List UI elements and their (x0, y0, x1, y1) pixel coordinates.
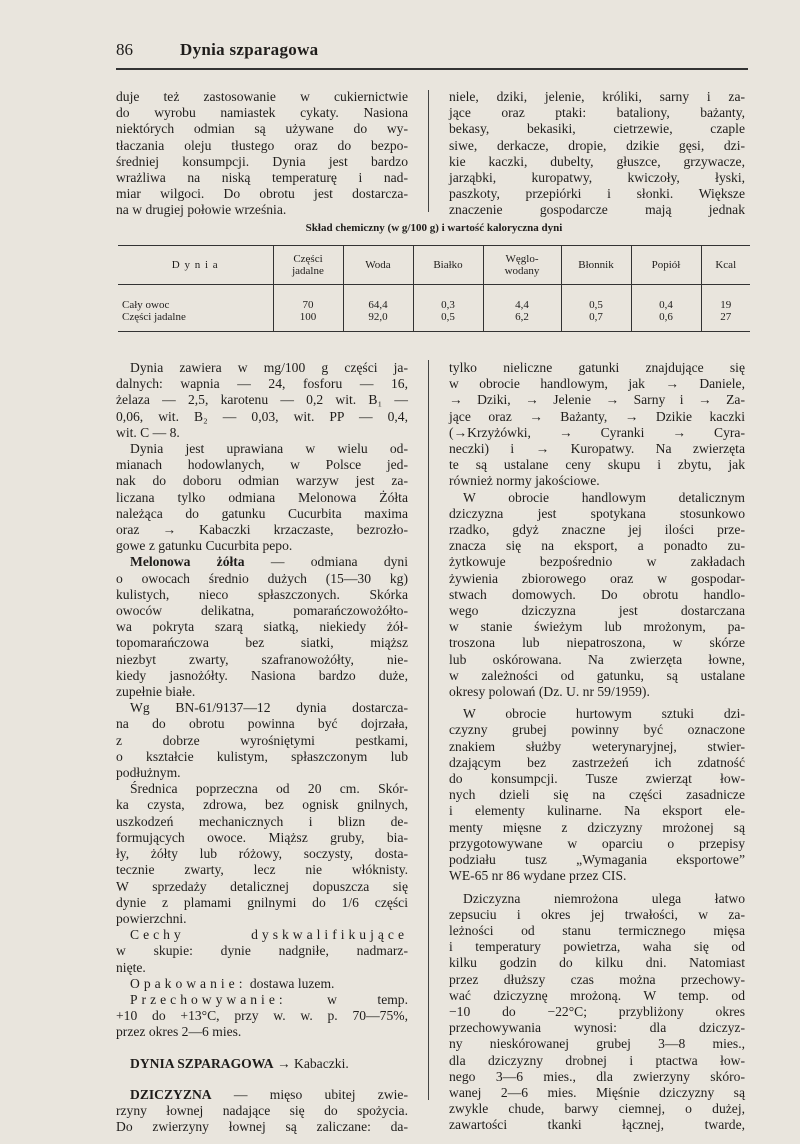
top-left-column (116, 89, 408, 219)
text-line: ny nieskórowanej grubej 3—8 mies., (449, 1036, 745, 1052)
text-line: Dynia jest uprawiana w wielu od- (130, 441, 408, 457)
column-header: D y n i a (118, 246, 273, 285)
cell-value: 0,5 (441, 311, 455, 323)
text-line: przez dłuższy czas można przechowy- (449, 971, 745, 987)
cell-value: 0,6 (659, 311, 673, 323)
column-header: Białko (413, 246, 483, 285)
text-line: paszkoty, przepiórki i słonki. Większe (449, 186, 745, 202)
row-label: Cały owoc (122, 299, 170, 311)
text-line: WE-65 nr 86 wydane przez CIS. (449, 868, 627, 884)
running-title: Dynia szparagowa (180, 40, 319, 59)
text-line: formujących owoce. Miąższ gruby, bia- (116, 829, 408, 845)
text-line: W sprzedaży detalicznej dopuszcza się (116, 878, 408, 894)
cell-value: 0,7 (589, 311, 603, 323)
text-line: zepsuciu i okres jej trwałości, w za- (449, 906, 745, 922)
column-header: Części jadalne (273, 246, 343, 285)
text-fragment: dostawa luzem. (246, 975, 335, 991)
text-line: dalnych: wapnia — 24, fosforu — 16, (116, 376, 408, 392)
text-line: W obrocie hurtowym sztuki dzi- (463, 706, 745, 722)
cell-value: 64,4 (368, 299, 388, 311)
text-line: menty mięsne z dziczyzny mrożonej są (449, 819, 745, 835)
text-line: topomarańczowa bez siatki, miąższ (116, 635, 408, 651)
entry-term: DYNIA SZPARAGOWA (130, 1055, 274, 1071)
text-line: dynie z plamami gnilnymi do 1/6 części (116, 894, 408, 910)
right-column (449, 360, 745, 1134)
text-line: niele, dziki, jelenie, króliki, sarny i za- (449, 89, 745, 104)
text-line: przechowywania wynosi: dla dziczyz- (449, 1020, 745, 1036)
text-line: nych dzieli się na części zasadnicze (449, 787, 745, 803)
text-line: Wg BN-61/9137—12 dynia dostarcza- (130, 700, 408, 716)
text-line: te są ustalane ceny skupu i zbytu, jak (449, 457, 745, 473)
column-header: Popiół (631, 246, 701, 285)
table-header-row (118, 246, 750, 285)
text-line: również normy jakościowe. (449, 473, 600, 489)
text-line: mianach hodowlanych, w Polsce jed- (116, 457, 408, 473)
paragraph (116, 360, 408, 376)
text-line: −10 do −22°C; przybliżony okres (449, 1003, 745, 1019)
text-line: wać dziczyznę mrożoną. W temp. od (449, 987, 745, 1003)
text-fragment: → Kabaczki. (273, 1055, 349, 1071)
section-label: Przechowywanie: (130, 991, 287, 1007)
text-line: kilku godzin do kilku dni. Natomiast (449, 955, 745, 971)
text-line: przez okres 2—6 mies. (116, 1024, 242, 1040)
text-line: duje też zastosowanie w cukiernictwie (116, 89, 408, 104)
text-line: wrażliwa na niską temperaturę i nad- (116, 170, 408, 186)
text-line: znaczenie gospodarcze mają jednak (449, 202, 745, 218)
text-line: owoców delikatna, pomarańczowożółto- (116, 603, 408, 619)
text-line: wa pokryta szarą siatką, niekiedy żół- (116, 619, 408, 635)
text-line: bekasy, bekasiki, cietrzewie, czaple (449, 121, 745, 137)
text-line: (→Krzyżówki, → Cyranki → Cyra- (449, 424, 745, 440)
text-line: 0,06, wit. B₂ — 0,03, wit. PP — 0,4, (116, 408, 408, 424)
text-line: w skupie: dynie nadgniłe, nadmarz- (116, 943, 408, 959)
table-caption: Skład chemiczny (w g/100 g) i wartość kaloryczna dyni (305, 222, 563, 234)
text-line: rzadko, gdyż znaczne jej ilości prze- (449, 522, 745, 538)
text-line: siwe, derkacze, dropie, dzikie gęsi, dzi- (449, 137, 745, 153)
text-line: dziczyzna jest spotykana stosunkowo (449, 505, 745, 521)
text-line: o kształcie kulistym, spłaszczonym lub (116, 748, 408, 764)
text-line: jące oraz → Bażanty, → Dzikie kaczki (449, 408, 745, 424)
text-line: Średnica poprzeczna od 20 cm. Skór- (130, 781, 408, 797)
text-line: średniej konsumpcji. Dynia jest bardzo (116, 153, 408, 169)
text-line: wego dziczyzna jest dostarczana (449, 603, 745, 619)
text-line: do konsumpcji. Tusze zwierząt łow- (449, 771, 745, 787)
text-line: → Dziki, → Jelenie → Sarny i → Za- (449, 392, 745, 408)
text-line: Do zwierzyny łownej są zaliczane: da- (116, 1119, 408, 1135)
text-line: lub oskórowana. Na zwierzęta łowne, (449, 651, 745, 667)
text-line: okresy polowań (Dz. U. nr 59/1959). (449, 684, 650, 700)
table-cell (483, 285, 561, 332)
text-line: znacza się na eksport, a ponadto zu- (449, 538, 745, 554)
text-line: przygotowywane w oparciu o przepisy (449, 835, 745, 851)
text-line: w stanie świeżym lub mrożonym, pa- (449, 619, 745, 635)
cell-value: 70 (302, 299, 314, 311)
text-line: jące oraz ptaki: bataliony, bażanty, (449, 105, 745, 121)
text-line: gowe z gatunku Cucurbita pepo. (116, 538, 293, 554)
text-line: uszkodzeń mechanicznych i blizn de- (116, 813, 408, 829)
text-line: stwach domowych. Do obrotu handlo- (449, 586, 745, 602)
cell-value: 0,4 (659, 299, 673, 311)
text-line: znakiem służby weterynaryjnej, stwier- (449, 738, 745, 754)
table-cell (631, 285, 701, 332)
text-line: do wyrobu namiastek cykaty. Nasiona (116, 105, 408, 121)
text-line: neczki) i → Kuropatwy. Na zwierzęta (449, 441, 745, 457)
cell-value: 6,2 (515, 311, 529, 323)
table-cell (701, 285, 750, 332)
text-line: tylko nieliczne gatunki znajdujące się (449, 360, 745, 375)
cell-value: 100 (299, 311, 317, 323)
text-line: zwykle chude, barwy ciemnej, o dużej, (449, 1101, 745, 1117)
column-header: Woda (343, 246, 413, 285)
text-line: kulistych, nieco spłaszczonych. Skórka (116, 586, 408, 602)
text-line: leżności od stanu termicznego mięsa (449, 922, 745, 938)
cell-value: 4,4 (515, 299, 529, 311)
text-line: oraz → Kabaczki krzaczaste, bezrozło- (116, 522, 408, 538)
page-header (116, 38, 748, 70)
text-line: żywienia zbiorowego oraz w gospodar- (449, 570, 745, 586)
text-line: ka czysta, zdrowa, bez ognisk gnilnych, (116, 797, 408, 813)
column-header: Błonnik (561, 246, 631, 285)
cell-value: 19 (720, 299, 732, 311)
text-line: troszona lub niepatroszona, w skórze (449, 635, 745, 651)
text-line: Dynia zawiera w mg/100 g części ja- (130, 360, 408, 375)
column-divider (428, 90, 429, 212)
text-line: zupełnie białe. (116, 684, 196, 700)
section-label: Cechy dyskwalifikujące (130, 927, 408, 943)
top-right-column (449, 89, 745, 219)
text-line: nak do doboru odmian warzyw jest za- (116, 473, 408, 489)
text-line (116, 554, 408, 570)
text-line: Dziczyzna niemrożona ulega łatwo (463, 890, 745, 906)
text-line (116, 992, 408, 1008)
text-line: +10 do +13°C, przy w. w. p. 70—75%, (116, 1008, 408, 1024)
text-line: kie kaczki, dubelty, głuszce, grzywacze, (449, 153, 745, 169)
cell-value: 92,0 (368, 311, 388, 323)
text-line: W obrocie handlowym detalicznym (463, 489, 745, 505)
text-line: powierzchni. (116, 910, 187, 926)
text-line: ły, żółty lub różowy, soczysty, dosta- (116, 846, 408, 862)
text-line: wit. C — 8. (116, 424, 180, 440)
text-line: o owocach średnio dużych (15—30 kg) (116, 570, 408, 586)
text-line: czyzny grubej powinny być oznaczone (449, 722, 745, 738)
text-line: tecznie zwarty, lecz nie włóknisty. (116, 862, 408, 878)
text-line: żelaza — 2,5, karotenu — 0,2 wit. B₁ — (116, 392, 408, 408)
table-cell (413, 285, 483, 332)
text-line: podziału tusz „Wymagania eksportowe” (449, 852, 745, 868)
text-line: w zależności od gatunku, są ustalane (449, 667, 745, 683)
text-line: żytkowuje bezpośrednio w zakładach (449, 554, 745, 570)
text-fragment: — mięso ubitej zwie- (211, 1086, 408, 1102)
text-line: niektórych odmian są używane do wy- (116, 121, 408, 137)
left-column (116, 360, 408, 1135)
text-line: rzyny łownej nadające się do spożycia. (116, 1102, 408, 1118)
composition-table (118, 245, 750, 332)
cell-value: 0,3 (441, 299, 455, 311)
cell-value: 0,5 (589, 299, 603, 311)
column-divider (428, 360, 429, 1100)
text-line: należąca do gatunku Cucurbita maxima (116, 505, 408, 521)
text-fragment: w temp. (286, 991, 408, 1007)
entry-term: DZICZYZNA (130, 1086, 212, 1102)
text-line: wanej 2—6 mies. Mięśnie dziczyzny są (449, 1084, 745, 1100)
term: Melonowa żółta (130, 554, 245, 570)
text-line: dla dziczyzny drobnej i ptactwa łow- (449, 1052, 745, 1068)
text-line: zawartości tkanki łącznej, twarde, (449, 1117, 745, 1133)
column-header: Kcal (701, 246, 750, 285)
text-line: tłaczania oleju tłustego oraz do bezpo- (116, 137, 408, 153)
table-cell (118, 285, 273, 332)
text-line: na do obrotu powinna być dojrzała, (116, 716, 408, 732)
text-line: z dobrze wyrośniętymi pestkami, (116, 732, 408, 748)
text-line: miar wilgoci. Do obrotu jest dostarcza- (116, 186, 408, 202)
section-label: Opakowanie: (130, 975, 247, 991)
table-cell (343, 285, 413, 332)
text-line: liczana tylko odmiana Melonowa Żółta (116, 489, 408, 505)
text-line: dzającym bez zastrzeżeń ich zdatność (449, 754, 745, 770)
entry-line (116, 1056, 408, 1072)
text-line: nięte. (116, 959, 146, 975)
cell-value: 27 (720, 311, 732, 323)
text-line: jarząbki, kuropatwy, kwiczoły, łyski, (449, 170, 745, 186)
text-line (116, 976, 408, 992)
text-line: podłużnym. (116, 765, 181, 781)
text-line: na w drugiej połowie września. (116, 202, 287, 218)
text-line: w obrocie handlowym, jak → Daniele, (449, 376, 745, 392)
text-line: nego 3—6 mies., dla zwierzyny skóro- (449, 1068, 745, 1084)
text-line: kiedy jasnożółty. Nasiona bardzo duże, (116, 667, 408, 683)
text-line: niezbyt zwarty, szafranowożółty, nie- (116, 651, 408, 667)
table-row (118, 285, 750, 332)
table-cell (273, 285, 343, 332)
table-cell (561, 285, 631, 332)
text-line: i temperatury powietrza, waha się od (449, 939, 745, 955)
text-line: i elementy kulinarne. Na eksport ele- (449, 803, 745, 819)
text-fragment: — odmiana dyni (244, 554, 408, 570)
page-number: 86 (116, 40, 133, 59)
row-label: Części jadalne (122, 311, 186, 323)
column-header: Węglo- wodany (483, 246, 561, 285)
entry-line (116, 1087, 408, 1103)
